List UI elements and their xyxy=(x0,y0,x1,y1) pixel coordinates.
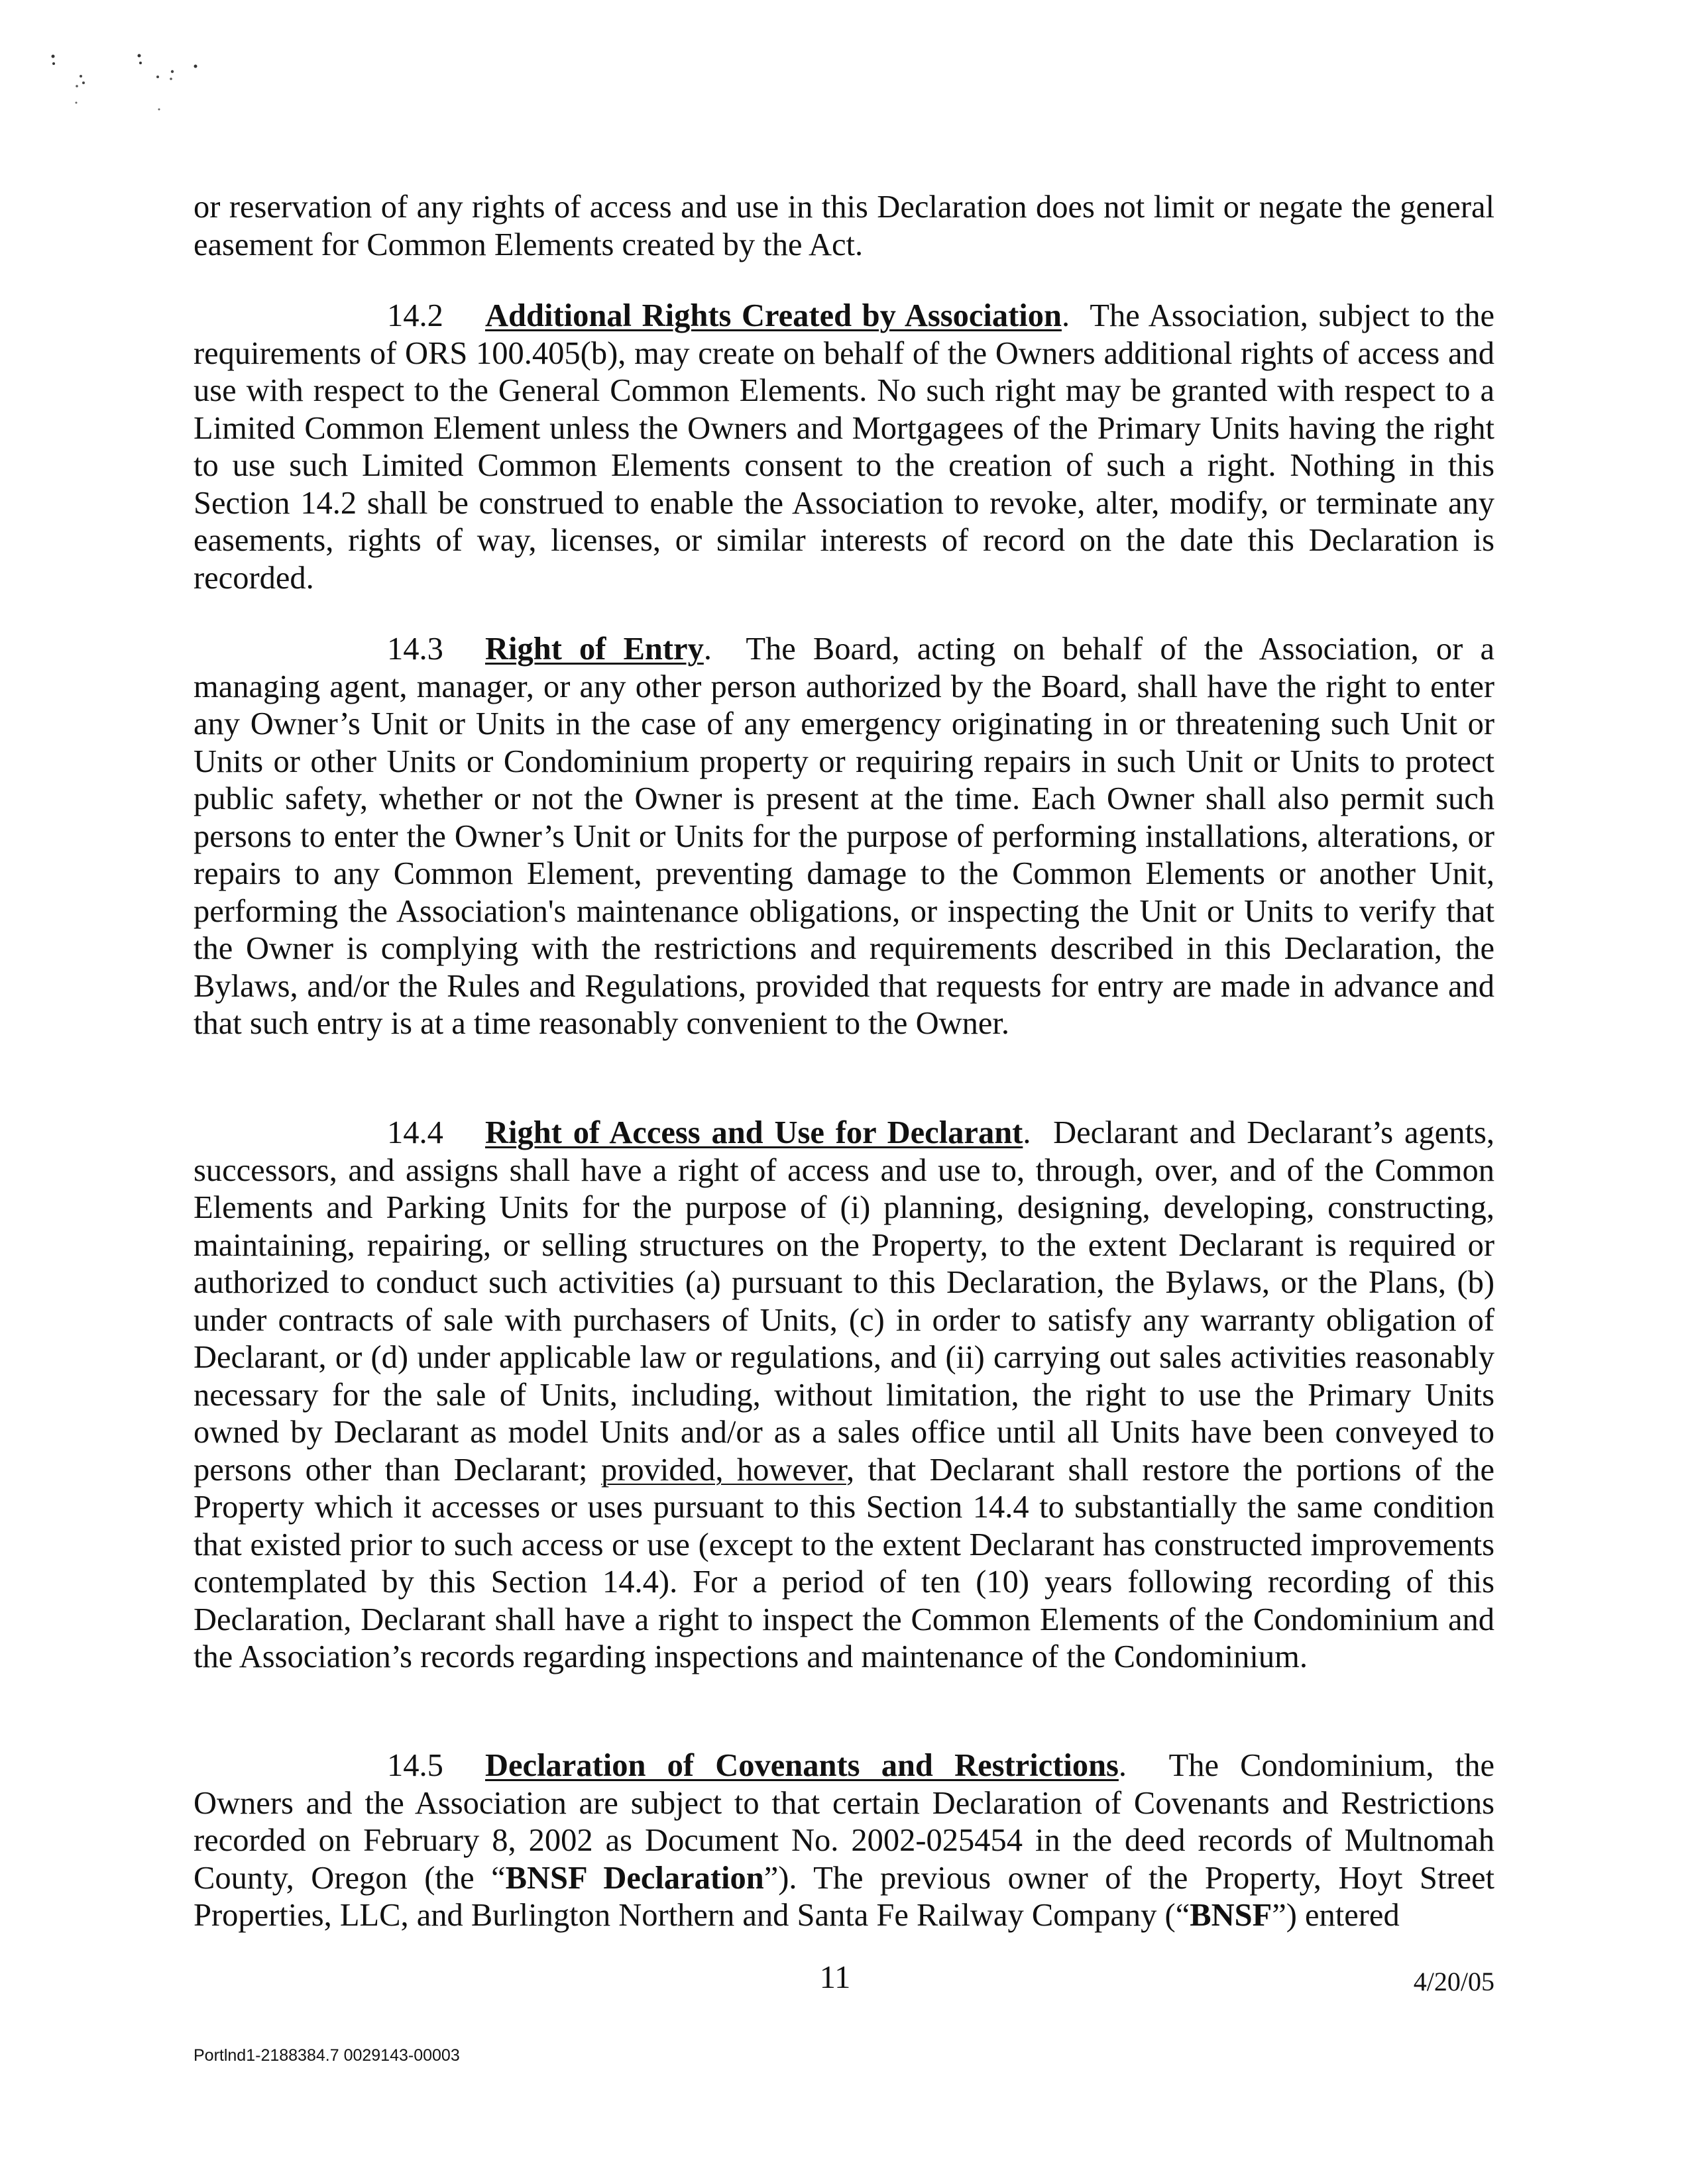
opening-paragraph: or reservation of any rights of access and use in this Declaration does not limit or negate the general easement for Common Elements created by the Act. xyxy=(194,190,1494,262)
section-text: The Condominium, the Owners and the Association are subject to that certain Declaration of Covenants and Restrictions recorded on February 8, 2002 as Document No. 2002-025454 in the deed records of Multnomah County, Oregon (the “ xyxy=(194,1748,1494,1896)
section-text-continued: , that Declarant shall restore the portions of the Property which it accesses or uses pursuant to this Section 14.4 to substantially the same condition that existed prior to such access or use (except to the extent Declarant has constructed improvements contemplated by this Section 14.4). For a period of ten (10) years following recording of this Declaration, Declarant shall have a right to inspect the Common Elements of the Condominium and the Association’s records regarding inspections and maintenance of the Condominium. xyxy=(194,1452,1494,1674)
section-number: 14.4 xyxy=(387,1115,443,1150)
section-14-3: 14.3 Right of Entry. The Board, acting on behalf of the Association, or a managing agent, manager, or any other person authorized by the Board, shall have the right to enter any Owner’s Unit or Units in the case of any emergency originating in or threatening such Unit or Units or other Units or Condominium property or requiring repairs in such Unit or Units to protect public safety, whether or not the Owner is present at the time. Each Owner shall also permit such persons to enter the Owner’s Unit or Units for the purpose of performing installations, alterations, or repairs to any Common Element, preventing damage to the Common Elements or another Unit, performing the Association's maintenance obligations, or inspecting the Unit or Units to verify that the Owner is complying with the restrictions and requirements described in this Declaration, the Bylaws, and/or the Rules and Regulations, provided that requests for entry are made in advance and that such entry is at a time reasonably convenient to the Owner. xyxy=(194,631,1494,1041)
section-number: 14.2 xyxy=(387,298,443,333)
section-heading: Additional Rights Created by Association xyxy=(485,298,1062,333)
proviso-term: provided, however xyxy=(600,1452,846,1488)
section-heading: Right of Entry xyxy=(485,631,704,667)
section-number: 14.5 xyxy=(387,1748,443,1783)
section-heading: Declaration of Covenants and Restrictions xyxy=(485,1748,1119,1783)
section-14-4: 14.4 Right of Access and Use for Declarant. Declarant and Declarant’s agents, successors, and assigns shall have a right of access and use to, through, over, and of the Common Elements and Parking Units for the purpose of (i) planning, designing, developing, constructing, maintaining, repairing, or selling structures on the Property, to the extent Declarant is required or authorized to conduct such activities (a) pursuant to this Declaration, the Bylaws, or the Plans, (b) under contracts of sale with purchasers of Units, (c) in order to satisfy any warranty obligation of Declarant, or (d) under applicable law or regulations, and (ii) carrying out sales activities reasonably necessary for the sale of Units, including, without limitation, the right to use the Primary Units owned by Declarant as model Units and/or as a sales office until all Units have been conveyed to persons other than Declarant; provided, however, that Declarant shall restore the portions of the Property which it accesses or uses pursuant to this Section 14.4 to substantially the same condition that existed prior to such access or use (except to the extent Declarant has constructed improvements contemplated by this Section 14.4). For a period of ten (10) years following recording of this Declaration, Declarant shall have a right to inspect the Common Elements of the Condominium and the Association’s records regarding inspections and maintenance of the Condominium. xyxy=(194,1115,1494,1674)
section-heading: Right of Access and Use for Declarant xyxy=(485,1115,1023,1150)
section-text-middle: ”). The previous owner of the Property, Hoyt Street Properties, LLC, and Burlington Northern and Santa Fe Railway Company (“ xyxy=(194,1860,1494,1933)
section-text: The Board, acting on behalf of the Association, or a managing agent, manager, or any other person authorized by the Board, shall have the right to enter any Owner’s Unit or Units in the case of any emergency originating in or threatening such Unit or Units or other Units or Condominium property or requiring repairs in such Unit or Units to protect public safety, whether or not the Owner is present at the time. Each Owner shall also permit such persons to enter the Owner’s Unit or Units for the purpose of performing installations, alterations, or repairs to any Common Element, preventing damage to the Common Elements or another Unit, performing the Association's maintenance obligations, or inspecting the Unit or Units to verify that the Owner is complying with the restrictions and requirements described in this Declaration, the Bylaws, and/or the Rules and Regulations, provided that requests for entry are made in advance and that such entry is at a time reasonably convenient to the Owner. xyxy=(194,631,1494,1041)
document-id: Portlnd1-2188384.7 0029143-00003 xyxy=(194,2046,460,2065)
scan-specks xyxy=(40,46,212,119)
defined-term: BNSF xyxy=(1190,1898,1272,1933)
section-text-end: ”) entered xyxy=(1272,1898,1400,1933)
section-14-2: 14.2 Additional Rights Created by Association. The Association, subject to the requirements of ORS 100.405(b), may create on behalf of the Owners additional rights of access and use with respect to the General Common Elements. No such right may be granted with respect to a Limited Common Element unless the Owners and Mortgagees of the Primary Units having the right to use such Limited Common Elements consent to the creation of such a right. Nothing in this Section 14.2 shall be construed to enable the Association to revoke, alter, modify, or terminate any easements, rights of way, licenses, or similar interests of record on the date this Declaration is recorded. xyxy=(194,298,1495,596)
defined-term: BNSF Declaration xyxy=(505,1860,764,1896)
page-number: 11 xyxy=(819,1960,851,1995)
section-14-5: 14.5 Declaration of Covenants and Restrictions. The Condominium, the Owners and the Association are subject to that certain Declaration of Covenants and Restrictions recorded on February 8, 2002 as Document No. 2002-025454 in the deed records of Multnomah County, Oregon (the “BNSF Declaration”). The previous owner of the Property, Hoyt Street Properties, LLC, and Burlington Northern and Santa Fe Railway Company (“BNSF”) entered xyxy=(194,1748,1494,1933)
section-number: 14.3 xyxy=(387,631,443,667)
section-text: Declarant and Declarant’s agents, successors, and assigns shall have a right of access and use to, through, over, and of the Common Elements and Parking Units for the purpose of (i) planning, designing, developing, constructing, maintaining, repairing, or selling structures on the Property, to the extent Declarant is required or authorized to conduct such activities (a) pursuant to this Declaration, the Bylaws, or the Plans, (b) under contracts of sale with purchasers of Units, (c) in order to satisfy any warranty obligation of Declarant, or (d) under applicable law or regulations, and (ii) carrying out sales activities reasonably necessary for the sale of Units, including, without limitation, the right to use the Primary Units owned by Declarant as model Units and/or as a sales office until all Units have been conveyed to persons other than Declarant; xyxy=(194,1115,1494,1488)
footer-date: 4/20/05 xyxy=(1413,1967,1494,1996)
section-text: The Association, subject to the requirements of ORS 100.405(b), may create on behalf of the Owners additional rights of access and use with respect to the General Common Elements. No such right may be granted with respect to a Limited Common Element unless the Owners and Mortgagees of the Primary Units having the right to use such Limited Common Elements consent to the creation of such a right. Nothing in this Section 14.2 shall be construed to enable the Association to revoke, alter, modify, or terminate any easements, rights of way, licenses, or similar interests of record on the date this Declaration is recorded. xyxy=(194,298,1495,596)
